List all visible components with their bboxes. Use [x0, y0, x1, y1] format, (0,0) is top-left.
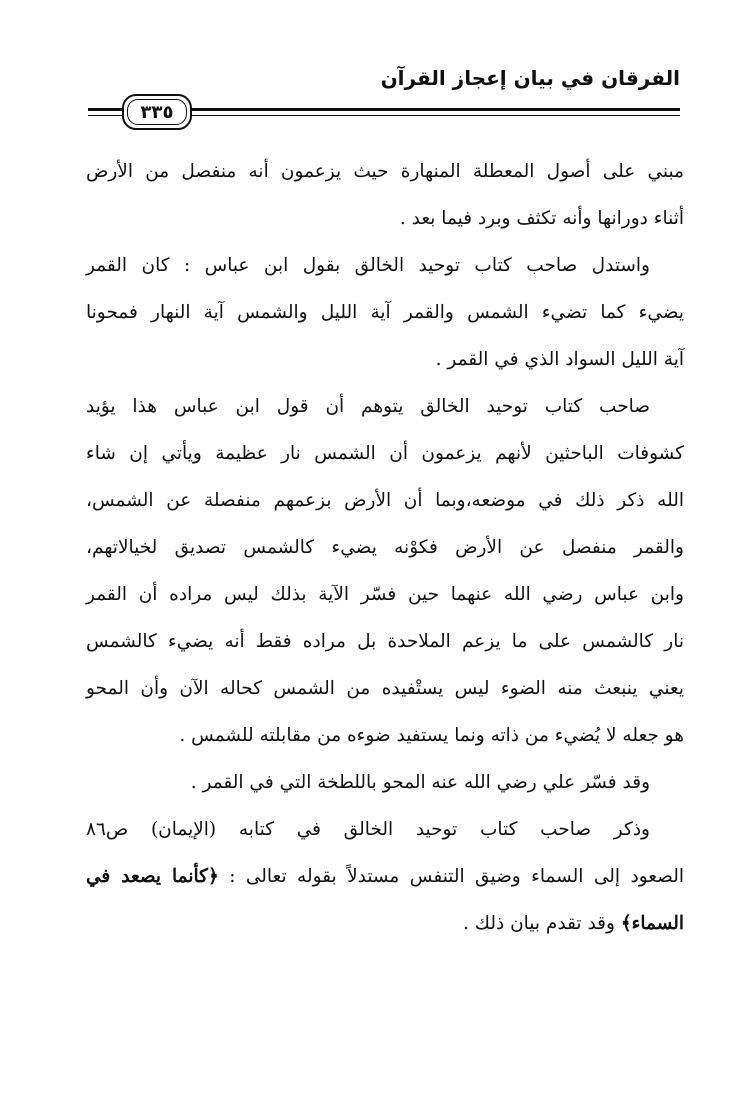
page-number-frame: [122, 94, 192, 130]
text-segment: الصعود إلى السماء وضيق التنفس مستدلاً بقوله تعالى :: [229, 866, 684, 887]
text-line: [86, 900, 684, 947]
quran-quote: ﴿كأنما يصعد في: [86, 866, 219, 887]
page-header: [88, 66, 680, 136]
text-line: آية الليل السواد الذي في القمر .: [435, 349, 684, 370]
text-line: هو جعله لا يُضيء من ذاته ونما يستفيد ضوءه من مقابلته للشمس .: [179, 725, 684, 746]
text-segment: وقد تقدم بيان ذلك .: [462, 913, 615, 934]
page-body: [86, 148, 684, 947]
text-line: أثناء دورانها وأنه تكثف وبرد فيما بعد .: [399, 208, 684, 229]
text-line: وذكر صاحب كتاب توحيد الخالق في كتابه (الإيمان) ص٨٦: [86, 819, 650, 840]
text-line: [86, 853, 684, 900]
text-line: الله ذكر ذلك في موضعه،وبما أن الأرض بزعمهم منفصلة عن الشمس،: [86, 490, 684, 511]
text-line: وقد فسّر علي رضي الله عنه المحو باللطخة التي في القمر .: [190, 772, 650, 793]
text-line: صاحب كتاب توحيد الخالق يتوهم أن قول ابن عباس هذا يؤيد: [86, 396, 650, 417]
text-line: وابن عباس رضي الله عنهما حين فسّر الآية بذلك ليس مراده أن القمر: [86, 584, 684, 605]
text-line: مبني على أصول المعطلة المنهارة حيث يزعمون أنه منفصل من الأرض: [86, 161, 684, 182]
text-line: والقمر منفصل عن الأرض فكوْنه يضيء كالشمس تصديق لخيالاتهم،: [86, 537, 684, 558]
text-line: يعني ينبعث منه الضوء ليس يستْفيده من الشمس كحاله الآن وأن المحو: [86, 678, 684, 699]
text-line: يضيء كما تضيء الشمس والقمر آية الليل والشمس آية النهار فمحونا: [86, 302, 684, 323]
page-number: ٣٣٥: [140, 101, 174, 123]
quran-quote: السماء﴾: [620, 913, 684, 934]
text-line: كشوفات الباحثين لأنهم يزعمون أن الشمس نار عظيمة ويأتي إن شاء: [86, 443, 684, 464]
text-line: نار كالشمس على ما يزعم الملاحدة بل مراده فقط أنه يضيء كالشمس: [86, 631, 684, 652]
running-header-title: الفرقان في بيان إعجاز القرآن: [380, 66, 680, 90]
text-line: واستدل صاحب كتاب توحيد الخالق بقول ابن عباس : كان القمر: [86, 255, 650, 276]
